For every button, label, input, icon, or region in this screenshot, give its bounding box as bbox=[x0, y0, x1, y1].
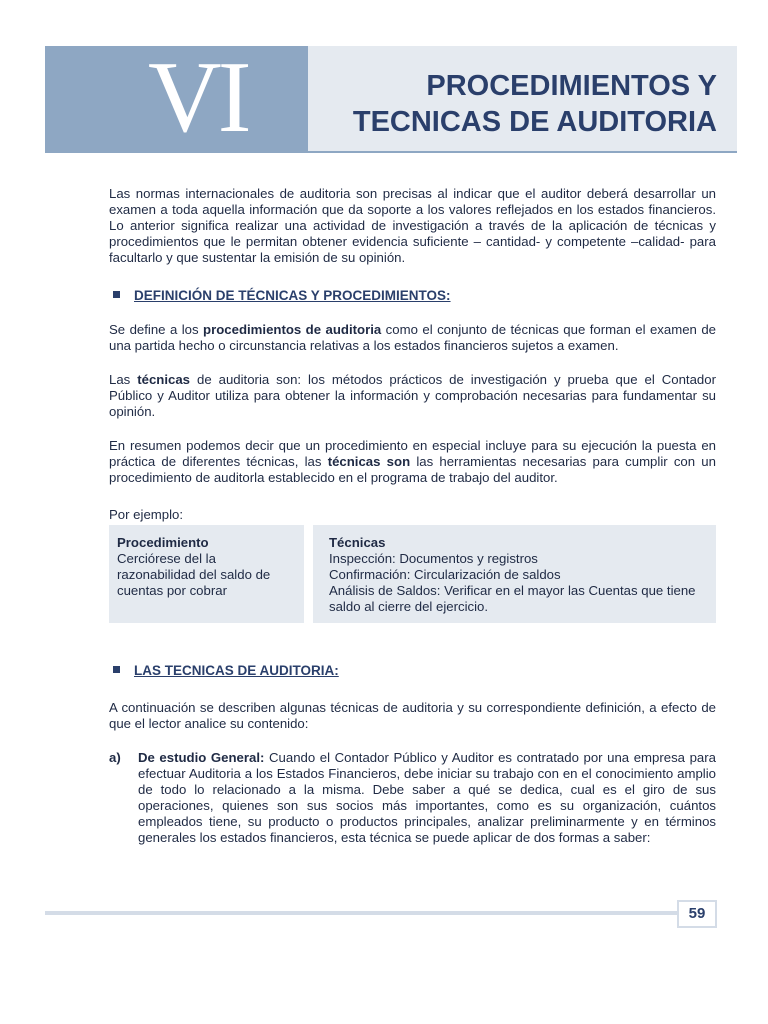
tecnicas-box-line2: Confirmación: Circularización de saldos bbox=[329, 567, 561, 582]
square-bullet-icon bbox=[113, 291, 120, 298]
chapter-title-line2: TECNICAS DE AUDITORIA bbox=[352, 106, 717, 138]
paragraph-text: Se define a los bbox=[109, 322, 204, 337]
example-label: Por ejemplo: bbox=[109, 507, 184, 522]
procedimiento-box-title: Procedimiento bbox=[117, 535, 209, 550]
square-bullet-icon bbox=[113, 666, 120, 673]
chapter-title bbox=[353, 68, 717, 140]
list-marker: a) bbox=[109, 750, 121, 765]
procedimiento-box bbox=[109, 525, 304, 623]
chapter-title-line1: PROCEDIMIENTOS Y bbox=[426, 70, 717, 102]
list-item-body: Cuando el Contador Público y Auditor es contratado por una empresa para efectuar Auditoria a los Estados Financieros, debe iniciar su trabajo con en el conocimiento amplio de todo lo relacionado a la misma. Debe saber a qué se dedica, cual es el giro de sus operaciones, quienes son sus socios más importantes, como es su organización, cuántos empleados tiene, su producto o productos principales, analizar preliminarmente y en términos generales los estados financieros, esta técnica se puede aplicar de dos formas a saber: bbox=[138, 750, 716, 845]
paragraph-bold-term: procedimientos de auditoria bbox=[203, 322, 382, 337]
intro-paragraph: Las normas internacionales de auditoria son precisas al indicar que el auditor deberá desarrollar un examen a toda aquella información que da soporte a los valores reflejados en los estados financieros. Lo anterior significa realizar una actividad de investigación a través de la aplicación de técnicas y procedimientos que le permitan obtener evidencia suficiente – cantidad- y competente –calidad- para facultarlo y que sustentar la emisión de su opinión. bbox=[109, 186, 716, 265]
definition-paragraph-procedimientos bbox=[109, 322, 716, 354]
section2-intro-paragraph: A continuación se describen algunas técnicas de auditoria y su correspondiente definición, a efecto de que el lector analice su contenido: bbox=[109, 700, 716, 731]
section-heading-label: LAS TECNICAS DE AUDITORIA: bbox=[134, 663, 339, 678]
paragraph-text: de auditoria son: los métodos prácticos de investigación y prueba que el Contador Público y Auditor utiliza para obtener la información y comprobación necesarias para fundamentar su opinión. bbox=[109, 372, 716, 419]
summary-paragraph bbox=[109, 438, 716, 486]
chapter-numeral-panel bbox=[45, 41, 308, 154]
footer-rule bbox=[45, 911, 677, 915]
chapter-header bbox=[45, 41, 737, 154]
paragraph-text: como el conjunto de técnicas que forman el examen de una partida hecho o circunstancia relativas a los estados financieros sujetos a examen. bbox=[109, 322, 716, 353]
page-number: 59 bbox=[677, 900, 717, 928]
paragraph-bold-term: técnicas son bbox=[327, 454, 411, 469]
paragraph-text: En resumen podemos decir que un procedimiento en especial incluye para su ejecución la puesta en práctica de diferentes técnicas, las bbox=[109, 438, 716, 469]
section-heading-definicion bbox=[113, 288, 451, 304]
tecnicas-box-title: Técnicas bbox=[329, 535, 386, 550]
chapter-title-panel bbox=[308, 46, 737, 153]
list-item-bold-term: De estudio General: bbox=[138, 750, 265, 765]
procedimiento-box-body: Cerciórese del la razonabilidad del saldo de cuentas por cobrar bbox=[117, 551, 271, 598]
tecnicas-box-line3: Análisis de Saldos: Verificar en el mayor las Cuentas que tiene saldo al cierre del ejercicio. bbox=[329, 583, 696, 614]
definition-paragraph-tecnicas bbox=[109, 372, 716, 420]
tecnicas-box-line1: Inspección: Documentos y registros bbox=[329, 551, 538, 566]
paragraph-bold-term: técnicas bbox=[137, 372, 191, 387]
paragraph-text: las herramientas necesarias para cumplir con un procedimiento de auditorla establecido en el programa de trabajo del auditor. bbox=[109, 454, 716, 485]
chapter-numeral: VI bbox=[148, 41, 248, 154]
section-heading-label: DEFINICIÓN DE TÉCNICAS Y PROCEDIMIENTOS: bbox=[134, 288, 451, 303]
list-item-text bbox=[138, 750, 716, 846]
paragraph-text: Las bbox=[109, 372, 138, 387]
section-heading-tecnicas bbox=[113, 663, 339, 679]
tecnicas-box bbox=[313, 525, 716, 623]
